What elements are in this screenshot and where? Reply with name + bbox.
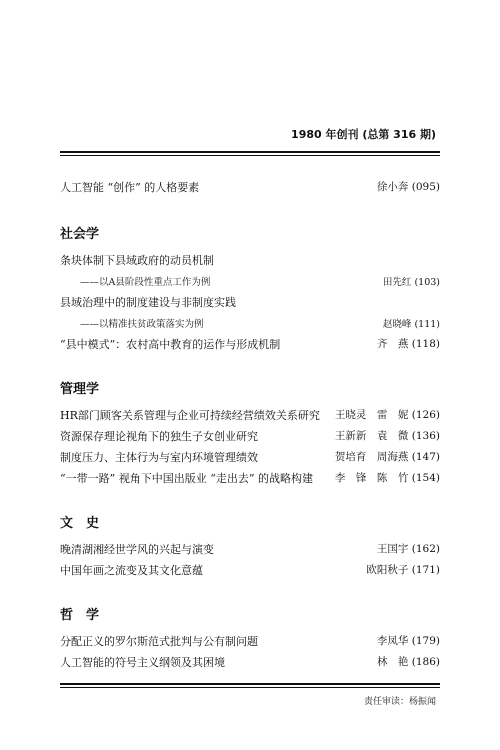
- toc-entry[interactable]: [60, 333, 440, 354]
- section-heading-philosophy: 哲 学: [60, 608, 100, 623]
- section-heading-management: 管理学: [60, 382, 100, 397]
- toc-entry[interactable]: [60, 176, 440, 197]
- entry-author-page: 李凤华 (179): [376, 635, 440, 647]
- entry-subtitle: ——以精准扶贫政策落实为例: [80, 318, 204, 330]
- toc-entry[interactable]: [60, 425, 440, 446]
- toc-entry[interactable]: [60, 630, 440, 651]
- toc-entry[interactable]: [60, 651, 440, 672]
- bottom-double-rule: [60, 683, 440, 685]
- entry-title: 人工智能的符号主义纲领及其困境: [60, 655, 225, 669]
- issue-header: 1980 年创刊 (总第 316 期): [291, 128, 436, 141]
- entry-title: 资源保存理论视角下的独生子女创业研究: [60, 429, 258, 443]
- entry-title: “县中模式”：农村高中教育的运作与形成机制: [60, 337, 281, 351]
- toc-entry-subtitle[interactable]: [60, 270, 440, 291]
- toc-entry[interactable]: [60, 446, 440, 467]
- toc-entry[interactable]: [60, 249, 440, 270]
- toc-entry-subtitle[interactable]: [60, 312, 440, 333]
- table-of-contents: [60, 176, 440, 672]
- entry-title: HR部门顾客关系管理与企业可持续经营绩效关系研究: [60, 408, 320, 422]
- entry-title: 县域治理中的制度建设与非制度实践: [60, 295, 236, 309]
- entry-author-page: 李 锋 陈 竹 (154): [334, 472, 440, 484]
- entry-author-page: 贺培育 周海燕 (147): [334, 451, 440, 463]
- entry-subtitle: ——以A县阶段性重点工作为例: [80, 276, 211, 288]
- top-double-rule: [60, 151, 440, 153]
- responsible-editor: 责任审读：杨振闻: [363, 697, 436, 707]
- entry-author-page: 徐小奔 (095): [376, 181, 440, 193]
- entry-author-page: 赵晓峰 (111): [382, 318, 440, 330]
- entry-author-page: 王新新 袁 微 (136): [334, 430, 440, 442]
- entry-title: 制度压力、主体行为与室内环境管理绩效: [60, 450, 258, 464]
- entry-title: 条块体制下县域政府的动员机制: [60, 253, 214, 267]
- toc-entry[interactable]: [60, 467, 440, 488]
- toc-entry[interactable]: [60, 404, 440, 425]
- entry-title: 中国年画之流变及其文化意蕴: [60, 563, 203, 577]
- toc-entry[interactable]: [60, 538, 440, 559]
- entry-title: 晚清湖湘经世学风的兴起与演变: [60, 542, 214, 556]
- entry-author-page: 田先红 (103): [382, 276, 440, 288]
- entry-author-page: 齐 燕 (118): [376, 338, 440, 350]
- entry-author-page: 王国宇 (162): [376, 543, 440, 555]
- entry-author-page: 王晓灵 雷 妮 (126): [334, 409, 440, 421]
- toc-entry[interactable]: [60, 559, 440, 580]
- toc-entry[interactable]: [60, 291, 440, 312]
- entry-title: 分配正义的罗尔斯范式批判与公有制问题: [60, 634, 258, 648]
- entry-title: 人工智能 “创作” 的人格要素: [60, 180, 200, 194]
- section-heading-sociology: 社会学: [60, 227, 100, 242]
- entry-author-page: 欧阳秋子 (171): [366, 564, 440, 576]
- entry-author-page: 林 艳 (186): [376, 656, 440, 668]
- section-heading-literature-history: 文 史: [60, 516, 100, 531]
- entry-title: “一带一路” 视角下中国出版业 “走出去” 的战略构建: [60, 471, 313, 485]
